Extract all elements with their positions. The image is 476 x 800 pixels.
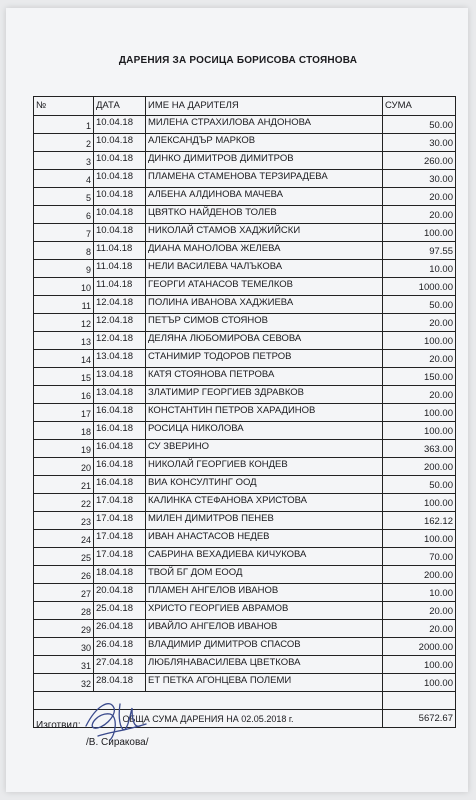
table-row [34,422,456,440]
table-row [34,170,456,188]
row-number: 7 [34,224,94,242]
row-donor-name: ЗЛАТИМИР ГЕОРГИЕВ ЗДРАВКОВ [146,386,383,404]
total-label: ОБЩА СУМА ДАРЕНИЯ НА 02.05.2018 г. [34,710,383,728]
row-number: 13 [34,332,94,350]
table-row [34,512,456,530]
row-number: 4 [34,170,94,188]
row-number: 16 [34,386,94,404]
row-date: 26.04.18 [94,638,146,656]
row-donor-name: ПЛАМЕН АНГЕЛОВ ИВАНОВ [146,584,383,602]
table-row [34,314,456,332]
row-date: 17.04.18 [94,530,146,548]
row-number: 25 [34,548,94,566]
blank-amount-cell [383,692,456,710]
table-row [34,584,456,602]
row-amount: 100.00 [383,674,456,692]
table-row [34,494,456,512]
row-donor-name: АЛЕКСАНДЪР МАРКОВ [146,134,383,152]
row-date: 11.04.18 [94,242,146,260]
row-number: 24 [34,530,94,548]
row-date: 16.04.18 [94,440,146,458]
row-amount: 50.00 [383,296,456,314]
row-date: 16.04.18 [94,476,146,494]
row-number: 26 [34,566,94,584]
table-row [34,368,456,386]
row-amount: 10.00 [383,584,456,602]
row-number: 10 [34,278,94,296]
row-date: 16.04.18 [94,422,146,440]
row-donor-name: РОСИЦА НИКОЛОВА [146,422,383,440]
row-donor-name: ДИАНА МАНОЛОВА ЖЕЛЕВА [146,242,383,260]
row-date: 20.04.18 [94,584,146,602]
row-date: 10.04.18 [94,116,146,134]
row-amount: 100.00 [383,530,456,548]
row-date: 17.04.18 [94,512,146,530]
donations-table [33,96,456,728]
row-donor-name: ИВАН АНАСТАСОВ НЕДЕВ [146,530,383,548]
table-row [34,206,456,224]
table-row [34,602,456,620]
header-date: ДАТА [94,97,146,116]
row-donor-name: ЛЮБЛЯНАВАСИЛЕВА ЦВЕТКОВА [146,656,383,674]
row-date: 28.04.18 [94,674,146,692]
row-amount: 1000.00 [383,278,456,296]
row-amount: 30.00 [383,134,456,152]
table-row [34,638,456,656]
row-number: 18 [34,422,94,440]
table-row [34,278,456,296]
row-amount: 20.00 [383,314,456,332]
table-row [34,242,456,260]
header-name: ИМЕ НА ДАРИТЕЛЯ [146,97,383,116]
table-row [34,440,456,458]
row-amount: 50.00 [383,476,456,494]
row-date: 17.04.18 [94,548,146,566]
table-row [34,620,456,638]
row-amount: 20.00 [383,620,456,638]
row-number: 20 [34,458,94,476]
table-row [34,350,456,368]
row-donor-name: КАТЯ СТОЯНОВА ПЕТРОВА [146,368,383,386]
row-donor-name: АЛБЕНА АЛДИНОВА МАЧЕВА [146,188,383,206]
row-donor-name: ВЛАДИМИР ДИМИТРОВ СПАСОВ [146,638,383,656]
row-date: 16.04.18 [94,404,146,422]
row-number: 2 [34,134,94,152]
table-row [34,458,456,476]
row-date: 17.04.18 [94,494,146,512]
total-amount: 5672.67 [383,710,456,728]
row-number: 8 [34,242,94,260]
table-row [34,134,456,152]
table-row [34,476,456,494]
row-amount: 70.00 [383,548,456,566]
row-number: 5 [34,188,94,206]
row-date: 13.04.18 [94,350,146,368]
row-date: 11.04.18 [94,278,146,296]
row-number: 22 [34,494,94,512]
table-row [34,386,456,404]
row-amount: 10.00 [383,260,456,278]
row-number: 1 [34,116,94,134]
row-amount: 162.12 [383,512,456,530]
row-donor-name: СТАНИМИР ТОДОРОВ ПЕТРОВ [146,350,383,368]
row-date: 10.04.18 [94,188,146,206]
table-row [34,404,456,422]
row-date: 10.04.18 [94,206,146,224]
table-row [34,566,456,584]
row-donor-name: ЦВЯТКО НАЙДЕНОВ ТОЛЕВ [146,206,383,224]
row-donor-name: КАЛИНКА СТЕФАНОВА ХРИСТОВА [146,494,383,512]
row-amount: 100.00 [383,494,456,512]
row-donor-name: НЕЛИ ВАСИЛЕВА ЧАЛЪКОВА [146,260,383,278]
row-donor-name: МИЛЕН ДИМИТРОВ ПЕНЕВ [146,512,383,530]
row-number: 29 [34,620,94,638]
row-donor-name: МИЛЕНА СТРАХИЛОВА АНДОНОВА [146,116,383,134]
row-date: 10.04.18 [94,152,146,170]
row-amount: 20.00 [383,350,456,368]
table-row [34,152,456,170]
row-donor-name: НИКОЛАЙ СТАМОВ ХАДЖИЙСКИ [146,224,383,242]
row-date: 12.04.18 [94,332,146,350]
row-number: 19 [34,440,94,458]
row-number: 15 [34,368,94,386]
row-number: 30 [34,638,94,656]
row-date: 26.04.18 [94,620,146,638]
row-amount: 260.00 [383,152,456,170]
row-number: 21 [34,476,94,494]
row-amount: 20.00 [383,206,456,224]
table-row [34,332,456,350]
row-amount: 150.00 [383,368,456,386]
table-row [34,260,456,278]
row-date: 12.04.18 [94,314,146,332]
table-row [34,188,456,206]
row-donor-name: ТВОЙ БГ ДОМ ЕООД [146,566,383,584]
row-amount: 97.55 [383,242,456,260]
table-row [34,116,456,134]
row-amount: 20.00 [383,386,456,404]
row-amount: 200.00 [383,566,456,584]
row-date: 10.04.18 [94,134,146,152]
prepared-by-label: Изготвил: [36,720,81,731]
table-row [34,530,456,548]
table-row [34,224,456,242]
header-amount: СУМА [383,97,456,116]
row-donor-name: ДЕЛЯНА ЛЮБОМИРОВА СЕВОВА [146,332,383,350]
row-number: 9 [34,260,94,278]
row-number: 32 [34,674,94,692]
row-date: 10.04.18 [94,170,146,188]
row-donor-name: САБРИНА ВЕХАДИЕВА КИЧУКОВА [146,548,383,566]
row-amount: 30.00 [383,170,456,188]
row-amount: 100.00 [383,224,456,242]
row-donor-name: ХРИСТО ГЕОРГИЕВ АВРАМОВ [146,602,383,620]
row-number: 3 [34,152,94,170]
row-date: 12.04.18 [94,296,146,314]
row-date: 18.04.18 [94,566,146,584]
row-donor-name: ПОЛИНА ИВАНОВА ХАДЖИЕВА [146,296,383,314]
table-row [34,296,456,314]
row-donor-name: ИВАЙЛО АНГЕЛОВ ИВАНОВ [146,620,383,638]
table-row [34,674,456,692]
row-donor-name: СУ ЗВЕРИНО [146,440,383,458]
row-date: 13.04.18 [94,368,146,386]
row-number: 23 [34,512,94,530]
row-date: 11.04.18 [94,260,146,278]
row-number: 28 [34,602,94,620]
row-amount: 363.00 [383,440,456,458]
row-number: 31 [34,656,94,674]
row-amount: 50.00 [383,116,456,134]
table-row [34,548,456,566]
row-number: 17 [34,404,94,422]
row-amount: 100.00 [383,332,456,350]
row-amount: 100.00 [383,656,456,674]
row-donor-name: ПЕТЪР СИМОВ СТОЯНОВ [146,314,383,332]
row-donor-name: НИКОЛАЙ ГЕОРГИЕВ КОНДЕВ [146,458,383,476]
row-amount: 100.00 [383,404,456,422]
row-donor-name: ЕТ ПЕТКА АГОНЦЕВА ПОЛЕМИ [146,674,383,692]
row-donor-name: КОНСТАНТИН ПЕТРОВ ХАРАДИНОВ [146,404,383,422]
table-row [34,656,456,674]
row-date: 13.04.18 [94,386,146,404]
row-donor-name: ГЕОРГИ АТАНАСОВ ТЕМЕЛКОВ [146,278,383,296]
row-date: 16.04.18 [94,458,146,476]
row-amount: 200.00 [383,458,456,476]
row-number: 12 [34,314,94,332]
row-donor-name: ВИА КОНСУЛТИНГ ООД [146,476,383,494]
row-donor-name: ПЛАМЕНА СТАМЕНОВА ТЕРЗИРАДЕВА [146,170,383,188]
row-amount: 20.00 [383,188,456,206]
header-no: № [34,97,94,116]
document-title: ДАРЕНИЯ ЗА РОСИЦА БОРИСОВА СТОЯНОВА [118,55,358,66]
table-header-row [34,97,456,116]
prepared-by-text: Изготвил [36,720,78,731]
row-amount: 2000.00 [383,638,456,656]
row-date: 27.04.18 [94,656,146,674]
row-number: 11 [34,296,94,314]
row-date: 10.04.18 [94,224,146,242]
row-amount: 20.00 [383,602,456,620]
row-amount: 100.00 [383,422,456,440]
row-donor-name: ДИНКО ДИМИТРОВ ДИМИТРОВ [146,152,383,170]
signer-name: /В. Сиракова/ [86,737,149,748]
row-number: 6 [34,206,94,224]
row-date: 25.04.18 [94,602,146,620]
row-number: 14 [34,350,94,368]
row-number: 27 [34,584,94,602]
